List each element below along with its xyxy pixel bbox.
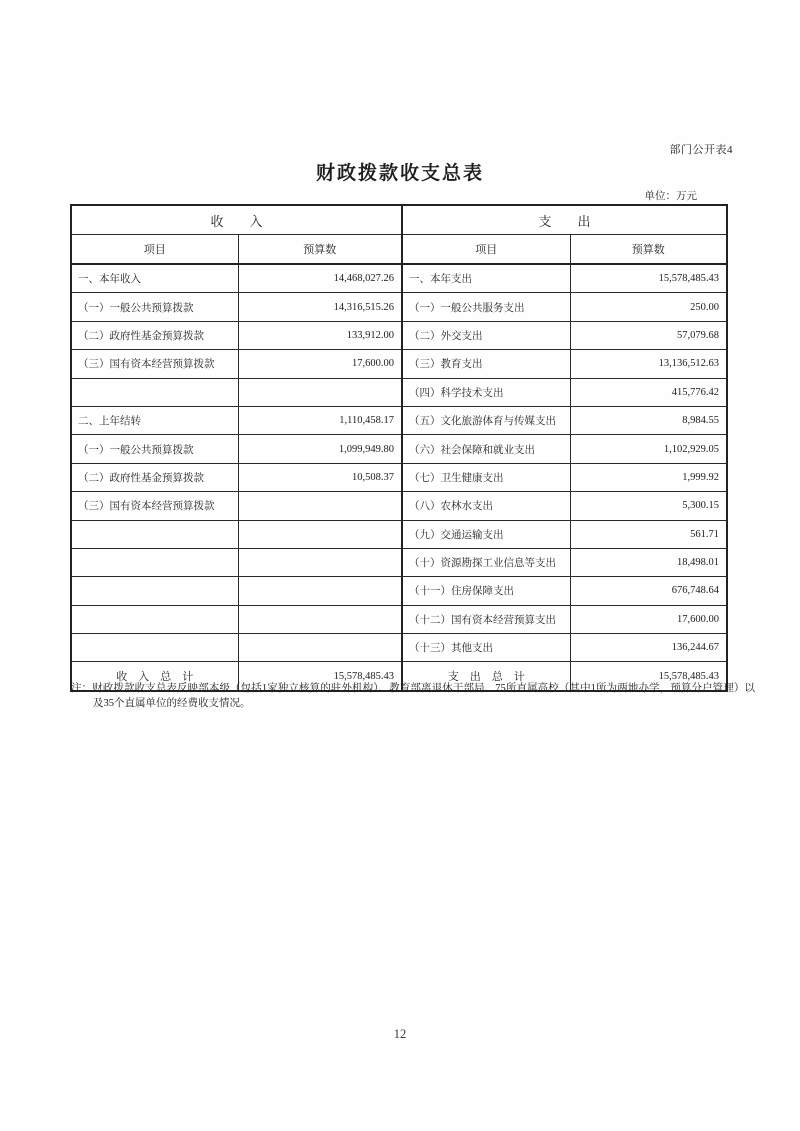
footnote [71,681,755,711]
income-value-cell [238,492,402,520]
income-item-cell [71,520,238,548]
income-item-cell: （二）政府性基金预算拨款 [71,321,238,349]
expense-value-cell: 561.71 [570,520,727,548]
table-row [71,293,727,321]
expense-value-cell: 136,244.67 [570,634,727,662]
income-item-cell: 二、上年结转 [71,406,238,434]
income-item-cell: （二）政府性基金预算拨款 [71,463,238,491]
income-item-cell: （三）国有资本经营预算拨款 [71,350,238,378]
expense-value-cell: 8,984.55 [570,406,727,434]
income-value-cell: 17,600.00 [238,350,402,378]
income-item-cell: 一、本年收入 [71,264,238,293]
income-item-cell [71,577,238,605]
budget-table [70,204,728,692]
expense-value-cell: 415,776.42 [570,378,727,406]
table-row [71,378,727,406]
income-item-cell: （三）国有资本经营预算拨款 [71,492,238,520]
income-total-label: 收 入 总 计 [71,662,238,691]
income-budget-column-header: 预算数 [238,235,402,265]
expense-value-cell: 57,079.68 [570,321,727,349]
table-row [71,605,727,633]
income-value-cell: 10,508.37 [238,463,402,491]
expense-value-cell: 15,578,485.43 [570,264,727,293]
unit-label: 单位：万元 [644,191,697,202]
income-value-cell [238,548,402,576]
column-header-row [71,235,727,265]
form-number-label: 部门公开表4 [669,144,733,156]
expense-item-cell: （十一）住房保障支出 [402,577,570,605]
expense-value-cell: 250.00 [570,293,727,321]
expense-item-cell: （七）卫生健康支出 [402,463,570,491]
expense-item-cell: （二）外交支出 [402,321,570,349]
expense-item-cell: （三）教育支出 [402,350,570,378]
income-value-cell [238,577,402,605]
table-row [71,577,727,605]
income-item-cell [71,548,238,576]
expense-item-column-header: 项目 [402,235,570,265]
table-row [71,548,727,576]
income-value-cell: 14,468,027.26 [238,264,402,293]
income-item-cell [71,378,238,406]
income-value-cell: 1,099,949.80 [238,435,402,463]
income-value-cell [238,605,402,633]
table-row [71,406,727,434]
section-header-row [71,205,727,235]
income-value-cell: 14,316,515.26 [238,293,402,321]
expense-value-cell: 13,136,512.63 [570,350,727,378]
page-number: 12 [393,1027,407,1041]
table-body [71,264,727,691]
income-item-cell: （一）一般公共预算拨款 [71,435,238,463]
expense-item-cell: （十）资源勘探工业信息等支出 [402,548,570,576]
income-section-header: 收 入 [71,205,402,235]
expense-budget-column-header: 预算数 [570,235,727,265]
expense-section-header: 支 出 [402,205,727,235]
expense-value-cell: 18,498.01 [570,548,727,576]
income-item-cell: （一）一般公共预算拨款 [71,293,238,321]
income-value-cell [238,378,402,406]
page-title: 财政拨款收支总表 [315,163,484,184]
income-total-value: 15,578,485.43 [238,662,402,691]
income-value-cell [238,520,402,548]
expense-item-cell: （五）文化旅游体育与传媒支出 [402,406,570,434]
table-row [71,264,727,293]
income-item-cell [71,634,238,662]
expense-item-cell: （六）社会保障和就业支出 [402,435,570,463]
expense-value-cell: 5,300.15 [570,492,727,520]
expense-value-cell: 17,600.00 [570,605,727,633]
expense-value-cell: 1,102,929.05 [570,435,727,463]
income-item-column-header: 项目 [71,235,238,265]
expense-item-cell: （四）科学技术支出 [402,378,570,406]
table-row [71,350,727,378]
expense-value-cell: 676,748.64 [570,577,727,605]
table-row [71,634,727,662]
expense-item-cell: （十二）国有资本经营预算支出 [402,605,570,633]
table-row [71,463,727,491]
income-item-cell [71,605,238,633]
expense-total-label: 支 出 总 计 [402,662,570,691]
expense-value-cell: 1,999.92 [570,463,727,491]
expense-total-value: 15,578,485.43 [570,662,727,691]
table-row [71,321,727,349]
expense-item-cell: （一）一般公共服务支出 [402,293,570,321]
table-row [71,492,727,520]
table-row [71,435,727,463]
income-value-cell: 1,110,458.17 [238,406,402,434]
expense-item-cell: （九）交通运输支出 [402,520,570,548]
income-value-cell [238,634,402,662]
footnote-text: 注：财政拨款收支总表反映部本级（包括1家独立核算的驻外机构）、教育部离退休干部局、75所直属高校（其中1所为两地办学，预算分户管理）以及35个直属单位的经费收支情况。 [71,683,755,709]
expense-item-cell: （八）农林水支出 [402,492,570,520]
table-row [71,520,727,548]
expense-item-cell: 一、本年支出 [402,264,570,293]
income-value-cell: 133,912.00 [238,321,402,349]
expense-item-cell: （十三）其他支出 [402,634,570,662]
